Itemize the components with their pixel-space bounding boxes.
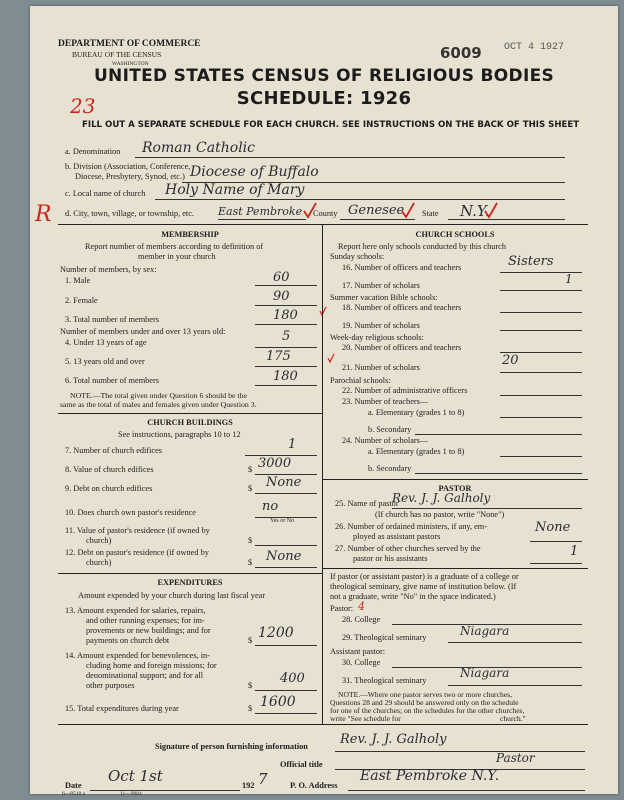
running-expenses-label-3: provements or new buildings; and for [86,626,211,635]
residence-value-label-2: church) [86,536,112,545]
admin-officers-label: 22. Number of administrative officers [342,386,468,395]
total-expenditures-field[interactable]: 1600 [260,694,296,710]
expenditures-heading: EXPENDITURES [157,578,223,587]
sunday-schools-label: Sunday schools: [330,252,385,261]
expenditures-sub: Amount expended by your church during last fiscal year [78,591,266,600]
dollar-sign: $ [248,636,253,645]
signature-field[interactable]: Rev. J. J. Galholy [340,732,447,747]
pastor-seminary-field[interactable]: Niagara [460,624,510,638]
po-address-field[interactable]: East Pembroke N.Y. [360,768,500,784]
running-expenses-label-2: and other running expenses; for im- [86,616,205,625]
weekday-officers-label: 20. Number of officers and teachers [342,343,462,352]
female-label: 2. Female [65,296,98,305]
residence-value-label-1: 11. Value of pastor's residence (if owned by [65,526,210,535]
residence-debt-label-1: 12. Debt on pastor's residence (if owned by [65,548,209,557]
summer-schools-label: Summer vacation Bible schools: [330,293,438,302]
pastor-note-2: Questions 28 and 29 should be answered only on the schedule [330,698,519,707]
pastor-heading: PASTOR [438,484,472,493]
total-expenditures-label: 15. Total expenditures during year [65,704,179,713]
under-13-field[interactable]: 5 [282,329,291,344]
scholars-secondary-label: b. Secondary [368,464,412,473]
city-label: d. City, town, village, or township, etc. [65,209,194,218]
pastor-note-4: write "See schedule for [330,714,401,723]
pastor-name-field[interactable]: Rev. J. J. Galholy [392,491,491,505]
assistant-ministers-field[interactable]: None [535,520,571,535]
assistant-seminary-field[interactable]: Niagara [460,666,510,680]
under-over-label: Number of members under and over 13 years old: [60,327,226,336]
po-address-label: P. O. Address [290,781,338,790]
sunday-scholars-label: 17. Number of scholars [342,281,420,290]
county-label: County [313,209,338,218]
city-label: WASHINGTON [112,61,149,67]
dollar-sign: $ [248,484,253,493]
red-handwritten-number: 23 [70,94,96,118]
buildings-sub: See instructions, paragraphs 10 to 12 [118,430,241,439]
form-subtitle: SCHEDULE: 1926 [236,88,412,109]
yes-no-caption: Yes or No [270,518,295,524]
pastor-note-1: NOTE.—Where one pastor serves two or more churches, [338,690,512,699]
pastor-subhead: Pastor: [330,604,354,613]
college-intro-3: not a graduate, write "No" in the space indicated.) [330,592,496,601]
official-title-field[interactable]: Pastor [496,751,535,765]
official-title-label: Official title [280,760,323,769]
scholars-label: 24. Number of scholars— [342,436,429,445]
sunday-officers-field[interactable]: Sisters [508,254,554,269]
owns-residence-label: 10. Does church own pastor's residence [65,508,196,517]
edifices-debt-field[interactable]: None [266,475,302,490]
under-13-label: 4. Under 13 years of age [65,338,147,347]
local-name-label: c. Local name of church [65,189,146,198]
dollar-sign: $ [248,704,253,713]
pastor-name-note: (If church has no pastor, write "None") [375,510,505,519]
pastor-note-3: for one of the churches; on the schedules for the other churches, [330,706,525,715]
owns-residence-field[interactable]: no [262,499,279,514]
schools-intro: Report here only schools conducted by this church [338,242,506,251]
total-members-2-label: 6. Total number of members [65,376,159,385]
weekday-scholars-label: 21. Number of scholars [342,363,420,372]
other-churches-label-1: 27. Number of other churches served by the [335,544,481,553]
assistant-ministers-label-2: ployed as assistant pastors [353,532,441,541]
teachers-elementary-label: a. Elementary (grades 1 to 8) [368,408,465,417]
benevolences-field[interactable]: 400 [280,671,305,686]
membership-heading: MEMBERSHIP [161,230,219,239]
city-field[interactable]: East Pembroke [218,205,303,218]
pastor-red-mark: 4 [358,600,365,613]
census-schedule-form [30,6,618,797]
membership-note-1: NOTE.—The total given under Question 6 should be the [70,391,247,400]
residence-debt-label-2: church) [86,558,112,567]
teachers-label: 23. Number of teachers— [342,397,429,406]
pastor-seminary-label: 29. Theological seminary [342,633,427,642]
running-expenses-label-4: payments on church debt [86,636,170,645]
other-churches-label-2: pastor or his assistants [353,554,428,563]
dollar-sign: $ [248,681,253,690]
division-field[interactable]: Diocese of Buffalo [190,164,319,180]
benevolences-label-3: denominational support; and for all [86,671,204,680]
assistant-college-label: 30. College [342,658,381,667]
other-churches-field[interactable]: 1 [570,544,579,559]
schedule-number: 6009 [440,44,482,62]
local-name-field[interactable]: Holy Name of Mary [165,182,305,198]
dollar-sign: $ [248,465,253,474]
pastor-note-5: church." [500,714,526,723]
benevolences-label-4: other purposes [86,681,135,690]
over-13-label: 5. 13 years old and over [65,357,145,366]
state-field[interactable]: N.Y. [460,202,490,220]
buildings-heading: CHURCH BUILDINGS [147,418,233,427]
schools-heading: CHURCH SCHOOLS [415,230,495,239]
sunday-officers-label: 16. Number of officers and teachers [342,263,462,272]
received-date-stamp: OCT 4 1927 [504,42,565,53]
female-field[interactable]: 90 [273,289,290,304]
dollar-sign: $ [248,558,253,567]
assistant-pastor-subhead: Assistant pastor: [330,647,386,656]
division-label-2: Diocese, Presbytery, Synod, etc.) [75,172,185,181]
department-label: DEPARTMENT OF COMMERCE [58,39,201,49]
teachers-secondary-label: b. Secondary [368,425,412,434]
total-members-2-field[interactable]: 180 [273,369,298,384]
pastor-name-label: 25. Name of pastor [335,499,399,508]
male-field[interactable]: 60 [273,270,290,285]
benevolences-label-2: cluding home and foreign missions; for [86,661,217,670]
form-title: UNITED STATES CENSUS OF RELIGIOUS BODIES [93,66,555,86]
residence-debt-field[interactable]: None [266,549,302,564]
edifices-count-label: 7. Number of church edifices [65,446,162,455]
edifices-count-field[interactable]: 1 [288,437,297,452]
print-number: 11—9084 [120,791,142,797]
year-field[interactable]: 7 [258,770,268,788]
form-instructions: FILL OUT A SEPARATE SCHEDULE FOR EACH CHURCH. SEE INSTRUCTIONS ON THE BACK OF THIS SHEET [82,120,580,130]
summer-officers-label: 18. Number of officers and teachers [342,303,462,312]
membership-intro-2: member in your church [138,252,216,261]
membership-note-2: same as the total of males and females given under Question 3. [60,400,257,409]
pastor-college-label: 28. College [342,615,381,624]
weekday-schools-label: Week-day religious schools: [330,333,424,342]
edifices-debt-label: 9. Debt on church edifices [65,484,153,493]
edifices-value-label: 8. Value of church edifices [65,465,154,474]
bureau-label: BUREAU OF THE CENSUS [72,50,162,59]
date-label: Date [65,781,82,790]
dollar-sign: $ [248,536,253,545]
year-prefix: 192 [242,781,255,790]
by-sex-label: Number of members, by sex: [60,265,157,274]
assistant-seminary-label: 31. Theological seminary [342,676,427,685]
state-label: State [422,209,439,218]
denomination-label: a. Denomination [65,147,121,156]
red-r-mark: R [35,202,52,227]
assistant-ministers-label-1: 26. Number of ordained ministers, if any, em- [335,522,487,531]
total-members-label: 3. Total number of members [65,315,159,324]
male-label: 1. Male [65,276,91,285]
weekday-scholars-field[interactable]: 20 [502,353,519,368]
denomination-field[interactable]: Roman Catholic [142,140,255,156]
scholars-elementary-label: a. Elementary (grades 1 to 8) [368,447,465,456]
running-expenses-label-1: 13. Amount expended for salaries, repairs, [65,606,206,615]
membership-intro-1: Report number of members according to definition of [85,242,264,251]
running-expenses-field[interactable]: 1200 [258,625,294,641]
college-intro-2: theological seminary, give name of institution below. (If [330,582,517,591]
form-number: 6—8518 a [62,791,86,797]
parochial-schools-label: Parochial schools: [330,376,391,385]
county-field[interactable]: Genesee [348,203,405,218]
benevolences-label-1: 14. Amount expended for benevolences, in- [65,651,210,660]
division-label-1: b. Division (Association, Conference, [65,162,191,171]
total-members-field[interactable]: 180 [273,308,298,323]
date-field[interactable]: Oct 1st [108,767,163,785]
edifices-value-field[interactable]: 3000 [258,456,292,471]
summer-scholars-label: 19. Number of scholars [342,321,420,330]
signature-label: Signature of person furnishing information [155,742,308,751]
college-intro-1: If pastor (or assistant pastor) is a graduate of a college or [330,572,519,581]
over-13-field[interactable]: 175 [266,349,291,364]
sunday-scholars-field[interactable]: 1 [565,272,573,286]
